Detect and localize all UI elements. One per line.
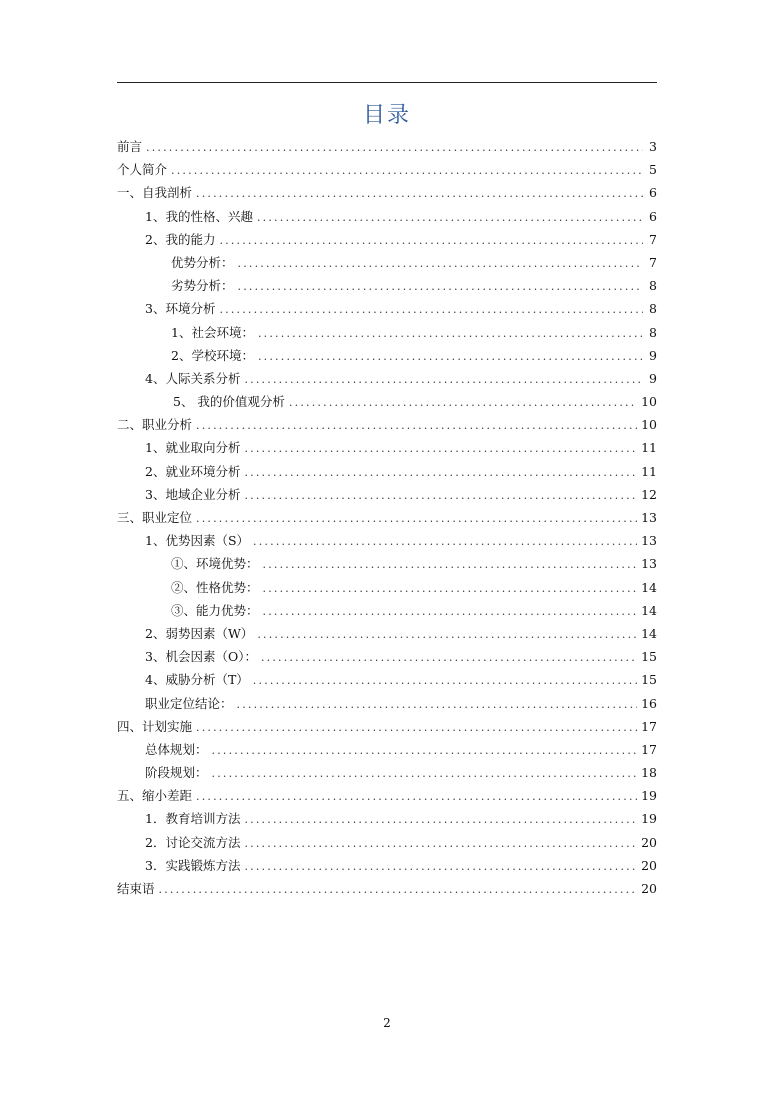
toc-dot-leader — [263, 600, 638, 623]
toc-entry[interactable] — [117, 483, 657, 506]
toc-dot-leader — [238, 275, 643, 298]
toc-entry-page: 17 — [641, 741, 657, 757]
toc-title: 目录 — [362, 103, 411, 128]
toc-entry-text: 4、人际关系分析 — [145, 370, 241, 386]
toc-entry[interactable] — [117, 854, 657, 877]
toc-dot-leader — [212, 739, 638, 762]
toc-entry-text: 2、学校环境： — [171, 347, 254, 363]
toc-entry-page: 14 — [641, 602, 657, 618]
toc-dot-leader — [263, 577, 638, 600]
toc-entry[interactable] — [117, 158, 657, 181]
toc-entry-text: 五、缩小差距 — [117, 788, 193, 804]
toc-entry-page: 16 — [641, 695, 657, 711]
toc-entry-page: 20 — [641, 834, 657, 850]
toc-entry-text: 1、优势因素（S） — [145, 533, 250, 549]
header-rule — [117, 82, 657, 83]
toc-dot-leader — [257, 206, 643, 229]
toc-entry-text: 总体规划： — [145, 741, 208, 757]
toc-entry[interactable] — [117, 807, 657, 830]
toc-entry[interactable] — [117, 622, 657, 645]
toc-entry-text: 1、社会环境： — [171, 324, 254, 340]
toc-dot-leader — [244, 368, 643, 391]
toc-dot-leader — [263, 553, 638, 576]
toc-entry[interactable] — [117, 761, 657, 784]
toc-entry[interactable] — [117, 668, 657, 691]
toc-entry-text: 一、自我剖析 — [117, 185, 193, 201]
toc-entry-page: 15 — [641, 672, 657, 688]
toc-entry[interactable] — [117, 506, 657, 529]
toc-entry[interactable] — [117, 460, 657, 483]
toc-entry-text: 二、职业分析 — [117, 417, 193, 433]
toc-entry[interactable] — [117, 390, 657, 413]
toc-entry-text: ①、环境优势： — [171, 556, 259, 572]
toc-entry-text: ③、能力优势： — [171, 602, 259, 618]
toc-entry-text: 2、我的能力 — [145, 231, 216, 247]
toc-entry[interactable] — [117, 436, 657, 459]
toc-dot-leader — [253, 669, 637, 692]
toc-entry-page: 8 — [649, 301, 657, 317]
toc-entry-text: 3．实践锻炼方法 — [145, 857, 241, 873]
toc-entry-text: 三、职业定位 — [117, 510, 193, 525]
toc-entry-text: 职业定位结论： — [145, 695, 233, 711]
toc-dot-leader — [258, 322, 643, 345]
toc-entry-text: 个人简介 — [117, 162, 168, 178]
toc-entry-text: 3、地域企业分析 — [145, 486, 241, 502]
toc-entry-text: 1、我的性格、兴趣 — [145, 208, 253, 224]
toc-entry-page: 14 — [641, 579, 657, 595]
toc-entry[interactable] — [117, 599, 657, 622]
toc-entry-page: 7 — [649, 254, 657, 270]
toc-entry[interactable] — [117, 251, 657, 274]
toc-entry-text: 5、 我的价值观分析 — [173, 394, 285, 410]
toc-entry-text: 2．讨论交流方法 — [145, 834, 241, 850]
toc-dot-leader — [196, 507, 637, 530]
toc-entry-page: 10 — [641, 394, 657, 410]
toc-entry-page: 12 — [641, 486, 657, 502]
toc-entry-page: 11 — [641, 440, 657, 456]
toc-entry-page: 8 — [649, 278, 657, 294]
toc-entry[interactable] — [117, 576, 657, 599]
toc-entry-page: 15 — [641, 649, 657, 665]
page-number: 2 — [383, 1016, 391, 1030]
table-of-contents — [117, 135, 657, 900]
toc-entry-page: 10 — [641, 417, 657, 433]
toc-entry-text: 2、就业环境分析 — [145, 463, 241, 479]
toc-dot-leader — [289, 391, 637, 414]
toc-entry[interactable] — [117, 135, 657, 158]
toc-dot-leader — [257, 623, 637, 646]
toc-entry[interactable] — [117, 692, 657, 715]
toc-entry-text: 劣势分析： — [171, 278, 234, 294]
toc-entry-page: 13 — [641, 556, 657, 572]
toc-entry[interactable] — [117, 784, 657, 807]
toc-dot-leader — [244, 808, 637, 831]
toc-entry-page: 7 — [649, 231, 657, 247]
toc-entry-page: 13 — [641, 510, 657, 525]
toc-entry[interactable] — [117, 321, 657, 344]
toc-entry[interactable] — [117, 205, 657, 228]
toc-entry-text: 3、环境分析 — [145, 301, 216, 317]
toc-dot-leader — [196, 716, 637, 739]
toc-entry-page: 17 — [641, 718, 657, 734]
toc-dot-leader — [237, 693, 638, 716]
toc-entry[interactable] — [117, 645, 657, 668]
toc-entry-text: 3、机会因素（O）： — [145, 649, 257, 665]
toc-dot-leader — [196, 414, 637, 437]
toc-entry[interactable] — [117, 297, 657, 320]
toc-entry[interactable] — [117, 274, 657, 297]
toc-dot-leader — [212, 762, 638, 785]
toc-entry-page: 13 — [641, 533, 657, 549]
toc-dot-leader — [219, 229, 643, 252]
toc-entry-page: 6 — [649, 185, 657, 201]
toc-dot-leader — [146, 136, 643, 159]
toc-entry-text: 四、计划实施 — [117, 718, 193, 734]
toc-entry[interactable] — [117, 738, 657, 761]
toc-entry[interactable] — [117, 228, 657, 251]
toc-entry-text: 优势分析： — [171, 254, 234, 270]
toc-entry-page: 11 — [641, 463, 657, 479]
toc-entry[interactable] — [117, 877, 657, 900]
toc-dot-leader — [244, 832, 637, 855]
toc-dot-leader — [196, 182, 643, 205]
toc-entry-page: 8 — [649, 324, 657, 340]
toc-entry-text: 前言 — [117, 139, 143, 154]
toc-entry-page: 14 — [641, 625, 657, 641]
toc-dot-leader — [159, 878, 638, 901]
toc-entry[interactable] — [117, 344, 657, 367]
toc-entry-page: 20 — [641, 857, 657, 873]
toc-entry[interactable] — [117, 529, 657, 552]
toc-entry[interactable] — [117, 831, 657, 854]
toc-entry[interactable] — [117, 552, 657, 575]
toc-dot-leader — [261, 646, 637, 669]
toc-dot-leader — [244, 484, 637, 507]
toc-entry-text: 阶段规划： — [145, 765, 208, 781]
toc-entry[interactable] — [117, 715, 657, 738]
toc-dot-leader — [238, 252, 643, 275]
toc-entry-text: ②、性格优势： — [171, 579, 259, 595]
toc-dot-leader — [244, 437, 637, 460]
toc-entry-text: 2、弱势因素（W） — [145, 625, 254, 641]
toc-dot-leader — [196, 785, 637, 808]
toc-entry-page: 9 — [649, 347, 657, 363]
toc-entry[interactable] — [117, 367, 657, 390]
toc-dot-leader — [219, 298, 643, 321]
toc-dot-leader — [244, 461, 637, 484]
toc-dot-leader — [244, 855, 637, 878]
toc-entry-page: 19 — [641, 811, 657, 827]
toc-entry[interactable] — [117, 181, 657, 204]
toc-entry-page: 9 — [649, 370, 657, 386]
toc-entry-text: 结束语 — [117, 881, 155, 896]
toc-dot-leader — [253, 530, 637, 553]
toc-entry-page: 19 — [641, 788, 657, 804]
toc-dot-leader — [258, 345, 643, 368]
toc-entry-text: 1、就业取向分析 — [145, 440, 241, 456]
toc-entry-page: 3 — [649, 139, 657, 154]
toc-entry[interactable] — [117, 413, 657, 436]
toc-dot-leader — [171, 159, 643, 182]
toc-entry-page: 18 — [641, 765, 657, 781]
toc-entry-text: 4、威胁分析（T） — [145, 672, 249, 688]
toc-entry-page: 6 — [649, 208, 657, 224]
toc-entry-page: 20 — [641, 881, 657, 896]
toc-entry-page: 5 — [649, 162, 657, 178]
toc-entry-text: 1．教育培训方法 — [145, 811, 241, 827]
